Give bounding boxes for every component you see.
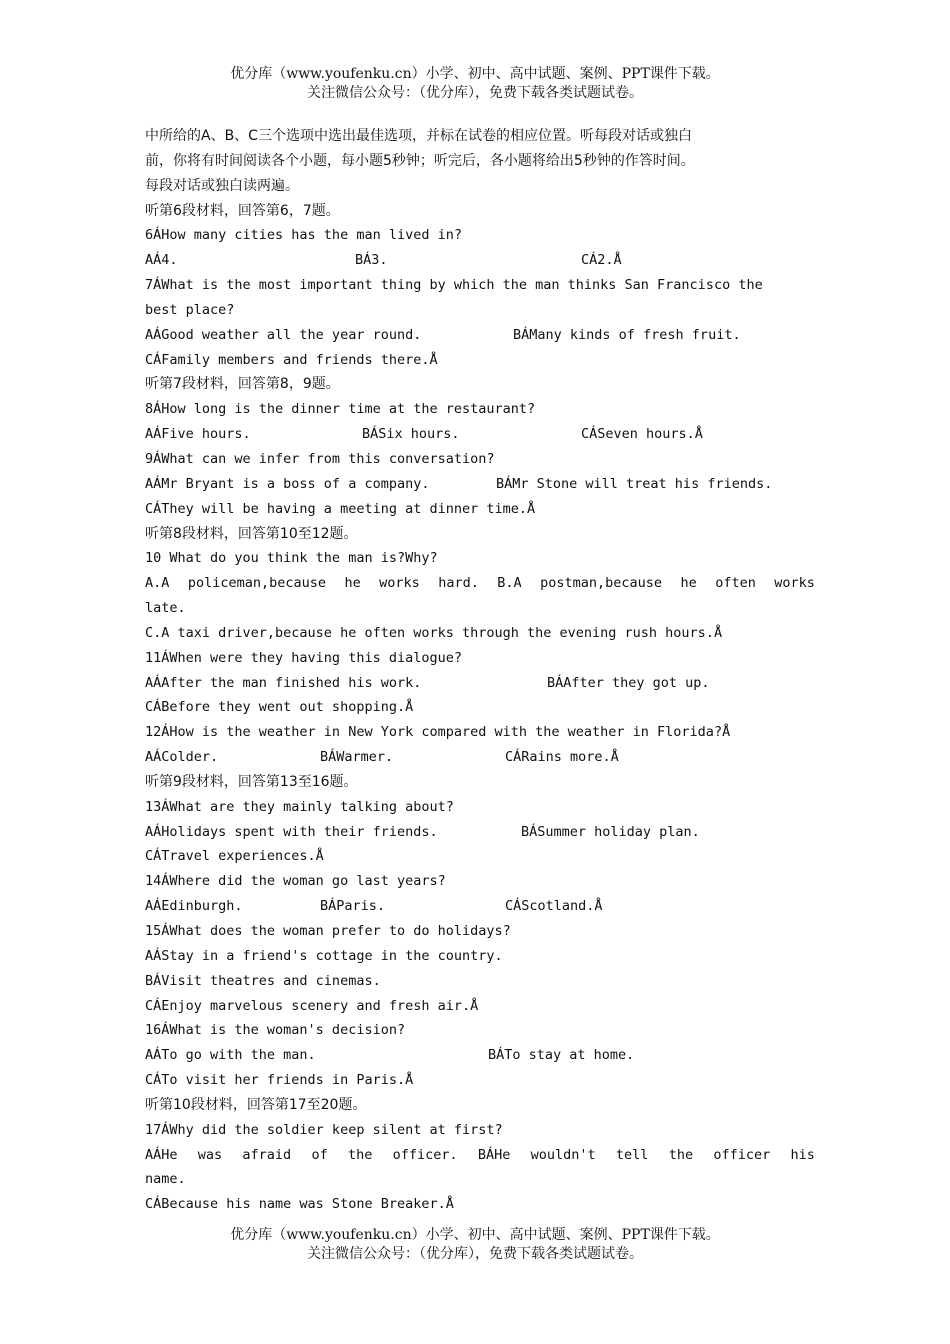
option-a: AÁ4. xyxy=(145,252,178,269)
option-b: BÁWarmer. xyxy=(320,749,394,766)
word: his xyxy=(790,1146,815,1163)
option-b: BÁMr Stone will treat his friends. xyxy=(496,475,773,492)
question-13-options xyxy=(145,820,815,845)
word: tell xyxy=(615,1146,649,1163)
option-a: AÁAfter the man finished his work. xyxy=(145,674,422,691)
question-16-stem: 16ÁWhat is the woman's decision? xyxy=(145,1022,406,1039)
option-b: BÁMany kinds of fresh fruit. xyxy=(513,326,741,343)
word: afraid xyxy=(242,1146,292,1163)
word: A.A xyxy=(145,575,170,592)
question-17-options xyxy=(145,1143,815,1168)
option-a: AÁMr Bryant is a boss of a company. xyxy=(145,475,430,492)
option-c: CÁBecause his name was Stone Breaker.Å xyxy=(145,1196,454,1213)
question-10-stem: 10 What do you think the man is?Why? xyxy=(145,550,438,567)
question-6-options xyxy=(145,248,815,273)
option-c: CÁScotland.Å xyxy=(505,898,603,915)
question-9-options xyxy=(145,472,815,497)
word: policeman,because xyxy=(187,575,326,592)
question-10-options xyxy=(145,571,815,596)
section-heading-10: 听第10段材料，回答第17至20题。 xyxy=(145,1096,367,1113)
option-b: BÁSummer holiday plan. xyxy=(521,823,700,840)
word: the xyxy=(668,1146,694,1163)
word: he xyxy=(344,575,361,592)
option-a: AÁStay in a friend's cottage in the country. xyxy=(145,947,503,964)
option-c: CÁBefore they went out shopping.Å xyxy=(145,699,414,716)
option-c: CÁThey will be having a meeting at dinner time.Å xyxy=(145,500,536,517)
word: he xyxy=(680,575,697,592)
word: works xyxy=(379,575,420,592)
header-line-2: 关注微信公众号：（优分库），免费下载各类试题试卷。 xyxy=(307,85,643,101)
word: works xyxy=(774,575,815,592)
option-b: BÁSix hours. xyxy=(362,426,460,443)
word: often xyxy=(715,575,756,592)
question-6-stem: 6ÁHow many cities has the man lived in? xyxy=(145,227,462,244)
option-c: CÁFamily members and friends there.Å xyxy=(145,351,438,368)
option-b: BÁTo stay at home. xyxy=(488,1047,635,1064)
question-11-stem: 11ÁWhen were they having this dialogue? xyxy=(145,649,462,666)
footer-line-1: 优分库（www.youfenku.cn）小学、初中、高中试题、案例、PPT课件下载。 xyxy=(230,1227,720,1243)
section-heading-9: 听第9段材料，回答第13至16题。 xyxy=(145,773,358,790)
option-c: CÁTravel experiences.Å xyxy=(145,848,324,865)
option-a: AÁEdinburgh. xyxy=(145,898,243,915)
question-7-stem-cont: best place? xyxy=(145,301,235,318)
footer-line-2: 关注微信公众号：（优分库），免费下载各类试题试卷。 xyxy=(307,1246,643,1262)
option-a: AÁGood weather all the year round. xyxy=(145,326,422,343)
question-12-stem: 12ÁHow is the weather in New York compared with the weather in Florida?Å xyxy=(145,724,731,741)
option-b-cont: name. xyxy=(145,1171,186,1188)
option-b-cont: late. xyxy=(145,600,186,617)
word: BÁHe xyxy=(477,1146,511,1163)
question-7-stem: 7ÁWhat is the most important thing by which the man thinks San Francisco the xyxy=(145,277,763,294)
question-7-options xyxy=(145,323,815,348)
instruction-line: 前，你将有时间阅读各个小题，每小题5秒钟；听完后，各小题将给出5秒钟的作答时间。 xyxy=(145,152,695,169)
instruction-line: 中所给的A、B、C三个选项中选出最佳选项，并标在试卷的相应位置。听每段对话或独白 xyxy=(145,128,692,144)
section-heading-8: 听第8段材料，回答第10至12题。 xyxy=(145,525,358,542)
question-13-stem: 13ÁWhat are they mainly talking about? xyxy=(145,798,454,815)
question-8-options xyxy=(145,422,815,447)
option-b: BÁVisit theatres and cinemas. xyxy=(145,972,381,989)
option-a: AÁColder. xyxy=(145,749,219,766)
option-c: CÁSeven hours.Å xyxy=(581,426,703,443)
instruction-line: 每段对话或独白读两遍。 xyxy=(145,177,299,194)
word: AÁHe xyxy=(145,1146,178,1163)
section-heading-6: 听第6段材料，回答第6，7题。 xyxy=(145,202,340,219)
question-17-stem: 17ÁWhy did the soldier keep silent at first? xyxy=(145,1121,503,1138)
question-content xyxy=(145,124,815,1217)
option-a: AÁHolidays spent with their friends. xyxy=(145,823,438,840)
word: officer xyxy=(713,1146,771,1163)
page-header xyxy=(0,65,950,103)
option-c: C.A taxi driver,because he often works through the evening rush hours.Å xyxy=(145,624,723,641)
word: B.A xyxy=(497,575,522,592)
option-c: CÁTo visit her friends in Paris.Å xyxy=(145,1072,414,1089)
option-b: BÁ3. xyxy=(355,252,388,269)
option-c: CÁ2.Å xyxy=(581,252,622,269)
word: officer. xyxy=(392,1146,458,1163)
question-14-options xyxy=(145,894,815,919)
word: was xyxy=(197,1146,223,1163)
word: the xyxy=(347,1146,373,1163)
option-c: CÁRains more.Å xyxy=(505,749,619,766)
word: hard. xyxy=(438,575,479,592)
option-a: AÁTo go with the man. xyxy=(145,1047,316,1064)
question-9-stem: 9ÁWhat can we infer from this conversation? xyxy=(145,450,495,467)
header-line-1: 优分库（www.youfenku.cn）小学、初中、高中试题、案例、PPT课件下载。 xyxy=(230,66,720,82)
question-16-options xyxy=(145,1043,815,1068)
option-a: AÁFive hours. xyxy=(145,426,251,443)
question-11-options xyxy=(145,671,815,696)
page-footer xyxy=(0,1226,950,1264)
question-8-stem: 8ÁHow long is the dinner time at the restaurant? xyxy=(145,401,536,418)
section-heading-7: 听第7段材料，回答第8，9题。 xyxy=(145,376,340,393)
word: wouldn't xyxy=(530,1146,596,1163)
word: postman,because xyxy=(540,575,663,592)
option-c: CÁEnjoy marvelous scenery and fresh air.Å xyxy=(145,997,479,1014)
option-b: BÁAfter they got up. xyxy=(547,674,710,691)
question-14-stem: 14ÁWhere did the woman go last years? xyxy=(145,873,446,890)
question-12-options xyxy=(145,745,815,770)
question-15-stem: 15ÁWhat does the woman prefer to do holidays? xyxy=(145,923,511,939)
word: of xyxy=(311,1146,328,1163)
option-b: BÁParis. xyxy=(320,898,386,915)
